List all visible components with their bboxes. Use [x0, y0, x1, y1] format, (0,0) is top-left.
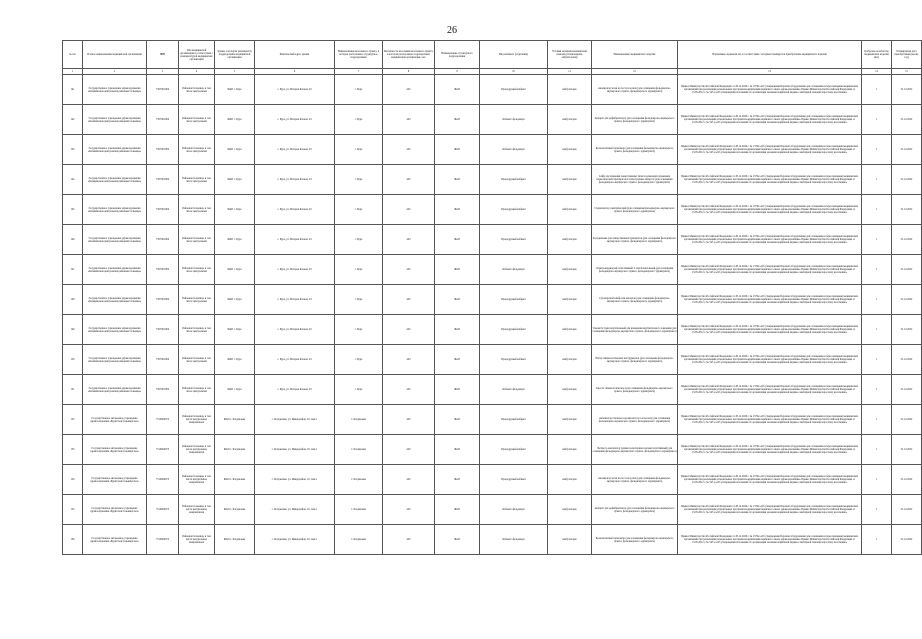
- conditions-cell: Амбулаторно: [548, 285, 592, 315]
- column-header: Полное наименование медицинской организации: [83, 41, 147, 69]
- org-type-cell: Районная больница, в том числе центральная: [179, 135, 215, 165]
- conditions-cell: Амбулаторно: [548, 405, 592, 435]
- conditions-cell: Амбулаторно: [548, 135, 592, 165]
- column-header: Тип медицинской организации в соответствии с номенклатурой медицинских организаций: [179, 41, 215, 69]
- organization-cell: Государственное учреждение здравоохранения «Калининская центральная районная больница»: [83, 255, 147, 285]
- unit-cell: ФАП: [435, 195, 480, 225]
- address-cell: с. Богдановка, ул. Микрорайон, 10, пом.1: [255, 525, 335, 555]
- room-cell: Кабинет фельдшера: [480, 255, 548, 285]
- row-number-cell: 148: [63, 285, 83, 315]
- row-number-cell: 150: [63, 345, 83, 375]
- inn-cell: 7507001004: [147, 255, 179, 285]
- conditions-cell: Амбулаторно: [548, 195, 592, 225]
- device-cell: Бесконтактный термометр (для оснащения фельдшерско-акушерского пункта, фельдшерского здравпункта): [592, 135, 678, 165]
- row-number-cell: 141: [63, 75, 83, 105]
- org-type-cell: Районная больница, в том числе центральная: [179, 165, 215, 195]
- row-number-cell: 143: [63, 135, 83, 165]
- unit-cell: ФАП: [435, 435, 480, 465]
- room-cell: Процедурный кабинет: [480, 165, 548, 195]
- room-cell: Процедурный кабинет: [480, 435, 548, 465]
- inn-cell: 7507001004: [147, 345, 179, 375]
- legal-act-cell: Приказ Министерства Российской Федерации от 28.12.2020 г. № 1379н «Об утверждении Перечня оборудования для оснащения и переоснащения медицинских организаций при реализации региональных программ модернизации первичного звена здравоохранения» Приказ Министерства Российской Федерации от 15.05.2012 г. № 543 н «Об утверждении положения об организации оказания первичной медико-санитарной помощи взрослому населению»: [678, 375, 862, 405]
- inn-cell: 7507001004: [147, 315, 179, 345]
- org-type-cell: Районная больница, в том числе центральная, межрайонная: [179, 495, 215, 525]
- table-row: [63, 225, 922, 255]
- device-cell: Тонометр транспортабельный для измерения внутриглазного давления (для оснащения фельдшерско-акушерского пункта, фельдшерского здравпункта): [592, 315, 678, 345]
- room-cell: Процедурный кабинет: [480, 195, 548, 225]
- table-row: [63, 135, 922, 165]
- room-cell: Кабинет фельдшера: [480, 525, 548, 555]
- building-cell: ФАП с. Богдановка: [215, 495, 255, 525]
- date-cell: 31.12.2022: [892, 495, 922, 525]
- date-cell: 31.12.2022: [892, 135, 922, 165]
- row-number-cell: 144: [63, 165, 83, 195]
- column-number: 11: [548, 69, 592, 75]
- column-header: № п/п: [63, 41, 83, 69]
- population-cell: 443: [383, 195, 435, 225]
- building-cell: ФАП с. Бура: [215, 285, 255, 315]
- column-number: 8: [383, 69, 435, 75]
- conditions-cell: Амбулаторно: [548, 525, 592, 555]
- address-cell: с. Бура, ул. Ветеран Клоков, 43: [255, 285, 335, 315]
- room-cell: Кабинет фельдшера: [480, 135, 548, 165]
- building-cell: ФАП с. Богдановка: [215, 465, 255, 495]
- quantity-cell: 1: [862, 165, 892, 195]
- inn-cell: 7507001004: [147, 165, 179, 195]
- date-cell: 31.12.2022: [892, 435, 922, 465]
- settlement-cell: с. Бура: [335, 75, 383, 105]
- device-cell: Набор гинекологических инструментов (для оснащения фельдшерско-акушерского пункта, фельдшерского здравпункта): [592, 345, 678, 375]
- building-cell: ФАП с. Бура: [215, 165, 255, 195]
- legal-act-cell: Приказ Министерства Российской Федерации от 28.12.2020 г. № 1379н «Об утверждении Перечня оборудования для оснащения и переоснащения медицинских организаций при реализации региональных программ модернизации первичного звена здравоохранения» Приказ Министерства Российской Федерации от 15.05.2012 г. № 543 н «Об утверждении положения об организации оказания первичной медико-санитарной помощи взрослому населению»: [678, 135, 862, 165]
- address-cell: с. Бура, ул. Ветеран Клоков, 43: [255, 75, 335, 105]
- quantity-cell: 1: [862, 255, 892, 285]
- org-type-cell: Районная больница, в том числе центральная, межрайонная: [179, 525, 215, 555]
- settlement-cell: с. Бура: [335, 105, 383, 135]
- column-number: 4: [179, 69, 215, 75]
- building-cell: ФАП с. Бура: [215, 195, 255, 225]
- room-cell: Процедурный кабинет: [480, 225, 548, 255]
- row-number-cell: 147: [63, 255, 83, 285]
- table-row: [63, 495, 922, 525]
- row-number-cell: 156: [63, 525, 83, 555]
- organization-cell: Государственное учреждение здравоохранения «Калининская центральная районная больница»: [83, 345, 147, 375]
- quantity-cell: 1: [862, 345, 892, 375]
- column-header: Фактический адрес здания: [255, 41, 335, 69]
- unit-cell: ФАП: [435, 375, 480, 405]
- column-header: Нормативно-правовой акт, в соответствии с которым планируется приобретение медицинского изделия: [678, 41, 862, 69]
- legal-act-cell: Приказ Министерства Российской Федерации от 28.12.2020 г. № 1379н «Об утверждении Перечня оборудования для оснащения и переоснащения медицинских организаций при реализации региональных программ модернизации первичного звена здравоохранения» Приказ Министерства Российской Федерации от 15.05.2012 г. № 543 н «Об утверждении положения об организации оказания первичной медико-санитарной помощи взрослому населению»: [678, 465, 862, 495]
- unit-cell: ФАП: [435, 465, 480, 495]
- date-cell: 31.12.2022: [892, 405, 922, 435]
- quantity-cell: 1: [862, 525, 892, 555]
- quantity-cell: 1: [862, 435, 892, 465]
- unit-cell: ФАП: [435, 165, 480, 195]
- address-cell: с. Богдановка, ул. Микрорайон, 10, пом.1: [255, 465, 335, 495]
- population-cell: 443: [383, 75, 435, 105]
- org-type-cell: Районная больница, в том числе центральная: [179, 75, 215, 105]
- inn-cell: 7510004973: [147, 435, 179, 465]
- address-cell: с. Богдановка, ул. Микрорайон, 10, пом.1: [255, 435, 335, 465]
- device-cell: Электрокардиограф портативный 3- или 6-канальный (для оснащения фельдшерско-акушерского пункта, фельдшерского здравпункта): [592, 255, 678, 285]
- org-type-cell: Районная больница, в том числе центральная, межрайонная: [179, 435, 215, 465]
- date-cell: 31.12.2022: [892, 105, 922, 135]
- legal-act-cell: Приказ Министерства Российской Федерации от 28.12.2020 г. № 1379н «Об утверждении Перечня оборудования для оснащения и переоснащения медицинских организаций при реализации региональных программ модернизации первичного звена здравоохранения» Приказ Министерства Российской Федерации от 15.05.2012 г. № 543 н «Об утверждении положения об организации оказания первичной медико-санитарной помощи взрослому населению»: [678, 255, 862, 285]
- legal-act-cell: Приказ Министерства Российской Федерации от 28.12.2020 г. № 1379н «Об утверждении Перечня оборудования для оснащения и переоснащения медицинских организаций при реализации региональных программ модернизации первичного звена здравоохранения» Приказ Министерства Российской Федерации от 15.05.2012 г. № 543 н «Об утверждении положения об организации оказания первичной медико-санитарной помощи взрослому населению»: [678, 315, 862, 345]
- unit-cell: ФАП: [435, 405, 480, 435]
- organization-cell: Государственное учреждение здравоохранения «Калининская центральная районная больница»: [83, 165, 147, 195]
- table-row: [63, 345, 922, 375]
- org-type-cell: Районная больница, в том числе центральная: [179, 315, 215, 345]
- table-row: [63, 255, 922, 285]
- room-cell: Процедурный кабинет: [480, 465, 548, 495]
- row-number-cell: 152: [63, 405, 83, 435]
- org-type-cell: Районная больница, в том числе центральная: [179, 195, 215, 225]
- date-cell: 31.12.2022: [892, 225, 922, 255]
- row-number-cell: 155: [63, 495, 83, 525]
- table-row: [63, 285, 922, 315]
- settlement-cell: с. Богдановка: [335, 495, 383, 525]
- room-cell: Кабинет фельдшера: [480, 495, 548, 525]
- unit-cell: ФАП: [435, 255, 480, 285]
- date-cell: 31.12.2022: [892, 345, 922, 375]
- equipment-table: [62, 40, 922, 555]
- inn-cell: 7507001004: [147, 195, 179, 225]
- column-header: Вид кабинета (отделения): [480, 41, 548, 69]
- room-cell: Процедурный кабинет: [480, 405, 548, 435]
- organization-cell: Государственное учреждение здравоохранения «Калининская центральная районная больница»: [83, 75, 147, 105]
- inn-cell: 7507001004: [147, 135, 179, 165]
- population-cell: 420: [383, 465, 435, 495]
- address-cell: с. Бура, ул. Ветеран Клоков, 43: [255, 135, 335, 165]
- legal-act-cell: Приказ Министерства Российской Федерации от 28.12.2020 г. № 1379н «Об утверждении Перечня оборудования для оснащения и переоснащения медицинских организаций при реализации региональных программ модернизации первичного звена здравоохранения» Приказ Министерства Российской Федерации от 15.05.2012 г. № 543 н «Об утверждении положения об организации оказания первичной медико-санитарной помощи взрослому населению»: [678, 195, 862, 225]
- population-cell: 420: [383, 495, 435, 525]
- inn-cell: 7510004973: [147, 495, 179, 525]
- quantity-cell: 1: [862, 405, 892, 435]
- room-cell: Процедурный кабинет: [480, 285, 548, 315]
- building-cell: ФАП с. Бура: [215, 75, 255, 105]
- table-row: [63, 465, 922, 495]
- quantity-cell: 1: [862, 225, 892, 255]
- device-cell: Сейф для хранения лекарственных (или подлежащих хранению) наркотических препаратов и психотропных веществ (для оснащения фельдшерско-акушерского пункта, фельдшерского здравпункта): [592, 165, 678, 195]
- conditions-cell: Амбулаторно: [548, 165, 592, 195]
- building-cell: ФАП с. Бура: [215, 375, 255, 405]
- quantity-cell: 1: [862, 75, 892, 105]
- conditions-cell: Амбулаторно: [548, 435, 592, 465]
- organization-cell: Государственное учреждение здравоохранения «Калининская центральная районная больница»: [83, 315, 147, 345]
- column-number: 1: [63, 69, 83, 75]
- conditions-cell: Амбулаторно: [548, 465, 592, 495]
- unit-cell: ФАП: [435, 315, 480, 345]
- settlement-cell: с. Богдановка: [335, 525, 383, 555]
- population-cell: 443: [383, 375, 435, 405]
- building-cell: ФАП с. Бура: [215, 315, 255, 345]
- organization-cell: Государственное автономное учреждение здравоохранения «Бурятская больница №4»: [83, 405, 147, 435]
- settlement-cell: с. Бура: [335, 165, 383, 195]
- organization-cell: Государственное учреждение здравоохранения «Калининская центральная районная больница»: [83, 195, 147, 225]
- org-type-cell: Районная больница, в том числе центральная: [179, 285, 215, 315]
- address-cell: с. Бура, ул. Ветеран Клоков, 43: [255, 375, 335, 405]
- legal-act-cell: Приказ Министерства Российской Федерации от 28.12.2020 г. № 1379н «Об утверждении Перечня оборудования для оснащения и переоснащения медицинских организаций при реализации региональных программ модернизации первичного звена здравоохранения» Приказ Министерства Российской Федерации от 15.05.2012 г. № 543 н «Об утверждении положения об организации оказания первичной медико-санитарной помощи взрослому населению»: [678, 75, 862, 105]
- date-cell: 31.12.2022: [892, 375, 922, 405]
- row-number-cell: 154: [63, 465, 83, 495]
- unit-cell: ФАП: [435, 525, 480, 555]
- address-cell: с. Бура, ул. Ветеран Клоков, 43: [255, 345, 335, 375]
- device-cell: Анализатор глюкозы в крови или тест-полосках (для оснащения фельдшерско-акушерского пункта, фельдшерского здравпункта): [592, 405, 678, 435]
- row-number-cell: 149: [63, 315, 83, 345]
- room-cell: Кабинет фельдшера: [480, 105, 548, 135]
- table-row: [63, 75, 922, 105]
- conditions-cell: Амбулаторно: [548, 495, 592, 525]
- legal-act-cell: Приказ Министерства Российской Федерации от 28.12.2020 г. № 1379н «Об утверждении Перечня оборудования для оснащения и переоснащения медицинских организаций при реализации региональных программ модернизации первичного звена здравоохранения» Приказ Министерства Российской Федерации от 15.05.2012 г. № 543 н «Об утверждении положения об организации оказания первичной медико-санитарной помощи взрослому населению»: [678, 105, 862, 135]
- table-row: [63, 315, 922, 345]
- organization-cell: Государственное автономное учреждение здравоохранения «Бурятская больница №4»: [83, 525, 147, 555]
- org-type-cell: Районная больница, в том числе центральная: [179, 375, 215, 405]
- address-cell: с. Бура, ул. Ветеран Клоков, 43: [255, 225, 335, 255]
- column-number: 9: [435, 69, 480, 75]
- table-row: [63, 375, 922, 405]
- quantity-cell: 1: [862, 195, 892, 225]
- device-cell: Экспресс-анализатор уровня холестерина в крови портативный (для оснащения фельдшерско-акушерского пункта, фельдшерского здравпункта): [592, 435, 678, 465]
- conditions-cell: Амбулаторно: [548, 345, 592, 375]
- address-cell: с. Бура, ул. Ветеран Клоков, 43: [255, 315, 335, 345]
- address-cell: с. Бура, ул. Ветеран Клоков, 43: [255, 165, 335, 195]
- building-cell: ФАП с. Бура: [215, 135, 255, 165]
- building-cell: ФАП с. Богдановка: [215, 435, 255, 465]
- inn-cell: 7507001004: [147, 105, 179, 135]
- organization-cell: Государственное учреждение здравоохранения «Калининская центральная районная больница»: [83, 105, 147, 135]
- org-type-cell: Районная больница, в том числе центральная: [179, 225, 215, 255]
- org-type-cell: Районная больница, в том числе центральная, межрайонная: [179, 465, 215, 495]
- settlement-cell: с. Бура: [335, 135, 383, 165]
- date-cell: 31.12.2022: [892, 75, 922, 105]
- inn-cell: 7507001004: [147, 285, 179, 315]
- organization-cell: Государственное автономное учреждение здравоохранения «Бурятская больница №4»: [83, 465, 147, 495]
- population-cell: 443: [383, 285, 435, 315]
- population-cell: 443: [383, 165, 435, 195]
- building-cell: ФАП с. Богдановка: [215, 525, 255, 555]
- org-type-cell: Районная больница, в том числе центральная: [179, 345, 215, 375]
- conditions-cell: Амбулаторно: [548, 315, 592, 345]
- quantity-cell: 1: [862, 105, 892, 135]
- population-cell: 420: [383, 405, 435, 435]
- column-header: ИНН: [147, 41, 179, 69]
- table-row: [63, 525, 922, 555]
- row-number-cell: 142: [63, 105, 83, 135]
- inn-cell: 7510004973: [147, 525, 179, 555]
- device-cell: Аппарат для дефибриллятор (для оснащения фельдшерско-акушерского пункта, фельдшерского здравпункта): [592, 495, 678, 525]
- quantity-cell: 1: [862, 495, 892, 525]
- unit-cell: ФАП: [435, 75, 480, 105]
- device-cell: Анализатор мочи на тест-полосках (для оснащения фельдшерско-акушерского пункта, фельдшерского здравпункта): [592, 75, 678, 105]
- org-type-cell: Районная больница, в том числе центральная: [179, 255, 215, 285]
- population-cell: 443: [383, 345, 435, 375]
- date-cell: 31.12.2022: [892, 255, 922, 285]
- population-cell: 443: [383, 105, 435, 135]
- room-cell: Процедурный кабинет: [480, 345, 548, 375]
- column-number: 3: [147, 69, 179, 75]
- inn-cell: 7510004973: [147, 405, 179, 435]
- column-header: Численность населения населенного пункта, в котором расположено подразделение медицинской организации, чел.: [383, 41, 435, 69]
- column-number: 12: [592, 69, 678, 75]
- column-header: Наименование медицинского изделия: [592, 41, 678, 69]
- population-cell: 443: [383, 135, 435, 165]
- unit-cell: ФАП: [435, 225, 480, 255]
- table-row: [63, 405, 922, 435]
- inn-cell: 7507001004: [147, 75, 179, 105]
- inn-cell: 7507001004: [147, 375, 179, 405]
- conditions-cell: Амбулаторно: [548, 105, 592, 135]
- settlement-cell: с. Бура: [335, 345, 383, 375]
- device-cell: Анализатор мочи на тест-полосках (для оснащения фельдшерско-акушерского пункта, фельдшерского здравпункта): [592, 465, 678, 495]
- date-cell: 31.12.2022: [892, 465, 922, 495]
- address-cell: с. Богдановка, ул. Микрорайон, 10, пом.1: [255, 405, 335, 435]
- organization-cell: Государственное учреждение здравоохранения «Калининская центральная районная больница»: [83, 135, 147, 165]
- table-row: [63, 435, 922, 465]
- population-cell: 420: [383, 525, 435, 555]
- population-cell: 420: [383, 435, 435, 465]
- building-cell: ФАП с. Бура: [215, 345, 255, 375]
- legal-act-cell: Приказ Министерства Российской Федерации от 28.12.2020 г. № 1379н «Об утверждении Перечня оборудования для оснащения и переоснащения медицинских организаций при реализации региональных программ модернизации первичного звена здравоохранения» Приказ Министерства Российской Федерации от 15.05.2012 г. № 543 н «Об утверждении положения об организации оказания первичной медико-санитарной помощи взрослому населению»: [678, 345, 862, 375]
- legal-act-cell: Приказ Министерства Российской Федерации от 28.12.2020 г. № 1379н «Об утверждении Перечня оборудования для оснащения и переоснащения медицинских организаций при реализации региональных программ модернизации первичного звена здравоохранения» Приказ Министерства Российской Федерации от 15.05.2012 г. № 543 н «Об утверждении положения об организации оказания первичной медико-санитарной помощи взрослому населению»: [678, 495, 862, 525]
- column-number: 10: [480, 69, 548, 75]
- settlement-cell: с. Богдановка: [335, 405, 383, 435]
- building-cell: ФАП с. Бура: [215, 255, 255, 285]
- date-cell: 31.12.2022: [892, 165, 922, 195]
- building-cell: ФАП с. Богдановка: [215, 405, 255, 435]
- column-header: Наименование структурного подразделения: [435, 41, 480, 69]
- conditions-cell: Амбулаторно: [548, 255, 592, 285]
- address-cell: с. Бура, ул. Ветеран Клоков, 43: [255, 195, 335, 225]
- table-row: [63, 165, 922, 195]
- population-cell: 443: [383, 225, 435, 255]
- address-cell: с. Бура, ул. Ветеран Клоков, 43: [255, 105, 335, 135]
- column-number: 2: [83, 69, 147, 75]
- date-cell: 31.12.2022: [892, 525, 922, 555]
- organization-cell: Государственное учреждение здравоохранения «Калининская центральная районная больница»: [83, 375, 147, 405]
- settlement-cell: с. Бура: [335, 315, 383, 345]
- organization-cell: Государственное учреждение здравоохранения «Калининская центральная районная больница»: [83, 225, 147, 255]
- row-number-cell: 145: [63, 195, 83, 225]
- quantity-cell: 1: [862, 135, 892, 165]
- inn-cell: 7510004973: [147, 465, 179, 495]
- organization-cell: Государственное учреждение здравоохранения «Калининская центральная районная больница»: [83, 285, 147, 315]
- quantity-cell: 1: [862, 375, 892, 405]
- legal-act-cell: Приказ Министерства Российской Федерации от 28.12.2020 г. № 1379н «Об утверждении Перечня оборудования для оснащения и переоснащения медицинских организаций при реализации региональных программ модернизации первичного звена здравоохранения» Приказ Министерства Российской Федерации от 15.05.2012 г. № 543 н «Об утверждении положения об организации оказания первичной медико-санитарной помощи взрослому населению»: [678, 525, 862, 555]
- settlement-cell: с. Бура: [335, 225, 383, 255]
- column-header: Условия оказания медицинской помощи (стационарная, амбулаторная): [548, 41, 592, 69]
- column-number: 14: [862, 69, 892, 75]
- org-type-cell: Районная больница, в том числе центральная: [179, 105, 215, 135]
- table-row: [63, 195, 922, 225]
- page-number: 26: [447, 25, 457, 36]
- legal-act-cell: Приказ Министерства Российской Федерации от 28.12.2020 г. № 1379н «Об утверждении Перечня оборудования для оснащения и переоснащения медицинских организаций при реализации региональных программ модернизации первичного звена здравоохранения» Приказ Министерства Российской Федерации от 15.05.2012 г. № 543 н «Об утверждении положения об организации оказания первичной медико-санитарной помощи взрослому населению»: [678, 165, 862, 195]
- unit-cell: ФАП: [435, 495, 480, 525]
- address-cell: с. Бура, ул. Ветеран Клоков, 43: [255, 255, 335, 285]
- column-header: Наименование населенного пункта, в котором расположено структурное подразделение: [335, 41, 383, 69]
- column-number: 7: [335, 69, 383, 75]
- column-header: Планируемая дата приобретения (месяц, год): [892, 41, 922, 69]
- settlement-cell: с. Богдановка: [335, 435, 383, 465]
- unit-cell: ФАП: [435, 345, 480, 375]
- row-number-cell: 151: [63, 375, 83, 405]
- inn-cell: 7507001004: [147, 225, 179, 255]
- population-cell: 443: [383, 255, 435, 285]
- column-number: 13: [678, 69, 862, 75]
- building-cell: ФАП с. Бура: [215, 225, 255, 255]
- org-type-cell: Районная больница, в том числе центральная, межрайонная: [179, 405, 215, 435]
- settlement-cell: с. Богдановка: [335, 465, 383, 495]
- date-cell: 31.12.2022: [892, 315, 922, 345]
- quantity-cell: 1: [862, 285, 892, 315]
- table-row: [63, 105, 922, 135]
- unit-cell: ФАП: [435, 135, 480, 165]
- row-number-cell: 153: [63, 435, 83, 465]
- legal-act-cell: Приказ Министерства Российской Федерации от 28.12.2020 г. № 1379н «Об утверждении Перечня оборудования для оснащения и переоснащения медицинских организаций при реализации региональных программ модернизации первичного звена здравоохранения» Приказ Министерства Российской Федерации от 15.05.2012 г. № 543 н «Об утверждении положения об организации оказания первичной медико-санитарной помощи взрослому населению»: [678, 405, 862, 435]
- device-cell: Бесконтактный термометр (для оснащения фельдшерско-акушерского пункта, фельдшерского здравпункта): [592, 525, 678, 555]
- device-cell: Холодильник для лекарственных препаратов (для оснащения фельдшерско-акушерского пункта, фельдшерского здравпункта): [592, 225, 678, 255]
- column-header: Здание, в котором размещается подразделение медицинской организации: [215, 41, 255, 69]
- settlement-cell: с. Бура: [335, 195, 383, 225]
- organization-cell: Государственное автономное учреждение здравоохранения «Бурятская больница №4»: [83, 435, 147, 465]
- conditions-cell: Амбулаторно: [548, 225, 592, 255]
- legal-act-cell: Приказ Министерства Российской Федерации от 28.12.2020 г. № 1379н «Об утверждении Перечня оборудования для оснащения и переоснащения медицинских организаций при реализации региональных программ модернизации первичного звена здравоохранения» Приказ Министерства Российской Федерации от 15.05.2012 г. № 543 н «Об утверждении положения об организации оказания первичной медико-санитарной помощи взрослому населению»: [678, 225, 862, 255]
- conditions-cell: Амбулаторно: [548, 375, 592, 405]
- settlement-cell: с. Бура: [335, 285, 383, 315]
- table-body: [63, 75, 922, 555]
- organization-cell: Государственное автономное учреждение здравоохранения «Бурятская больница №4»: [83, 495, 147, 525]
- unit-cell: ФАП: [435, 285, 480, 315]
- column-number: 15: [892, 69, 922, 75]
- settlement-cell: с. Бура: [335, 375, 383, 405]
- device-cell: Аппарат для дефибриллятор (для оснащения фельдшерско-акушерского пункта, фельдшерского здравпункта): [592, 105, 678, 135]
- room-cell: Процедурный кабинет: [480, 75, 548, 105]
- quantity-cell: 1: [862, 315, 892, 345]
- legal-act-cell: Приказ Министерства Российской Федерации от 28.12.2020 г. № 1379н «Об утверждении Перечня оборудования для оснащения и переоснащения медицинских организаций при реализации региональных программ модернизации первичного звена здравоохранения» Приказ Министерства Российской Федерации от 15.05.2012 г. № 543 н «Об утверждении положения об организации оказания первичной медико-санитарной помощи взрослому населению»: [678, 435, 862, 465]
- room-cell: Процедурный кабинет: [480, 315, 548, 345]
- column-number: 6: [255, 69, 335, 75]
- building-cell: ФАП с. Бура: [215, 105, 255, 135]
- column-number: 5: [215, 69, 255, 75]
- device-cell: Кресло гинекологическое (для оснащения фельдшерско-акушерского пункта, фельдшерского здравпункта): [592, 375, 678, 405]
- population-cell: 443: [383, 315, 435, 345]
- conditions-cell: Амбулаторно: [548, 75, 592, 105]
- date-cell: 31.12.2022: [892, 285, 922, 315]
- row-number-cell: 146: [63, 225, 83, 255]
- room-cell: Кабинет фельдшера: [480, 375, 548, 405]
- date-cell: 31.12.2022: [892, 195, 922, 225]
- legal-act-cell: Приказ Министерства Российской Федерации от 28.12.2020 г. № 1379н «Об утверждении Перечня оборудования для оснащения и переоснащения медицинских организаций при реализации региональных программ модернизации первичного звена здравоохранения» Приказ Министерства Российской Федерации от 15.05.2012 г. № 543 н «Об утверждении положения об организации оказания первичной медико-санитарной помощи взрослому населению»: [678, 285, 862, 315]
- unit-cell: ФАП: [435, 105, 480, 135]
- device-cell: Сухожаровой шкаф или автоклав (для оснащения фельдшерско-акушерского пункта, фельдшерского здравпункта): [592, 285, 678, 315]
- quantity-cell: 1: [862, 465, 892, 495]
- table-header-row: [63, 41, 922, 69]
- settlement-cell: с. Бура: [335, 255, 383, 285]
- column-header: Требуемое количество медицинских изделий (шт.): [862, 41, 892, 69]
- device-cell: Стерилизатор электрический (для оснащения фельдшерско-акушерского пункта, фельдшерского здравпункта): [592, 195, 678, 225]
- address-cell: с. Богдановка, ул. Микрорайон, 10, пом.1: [255, 495, 335, 525]
